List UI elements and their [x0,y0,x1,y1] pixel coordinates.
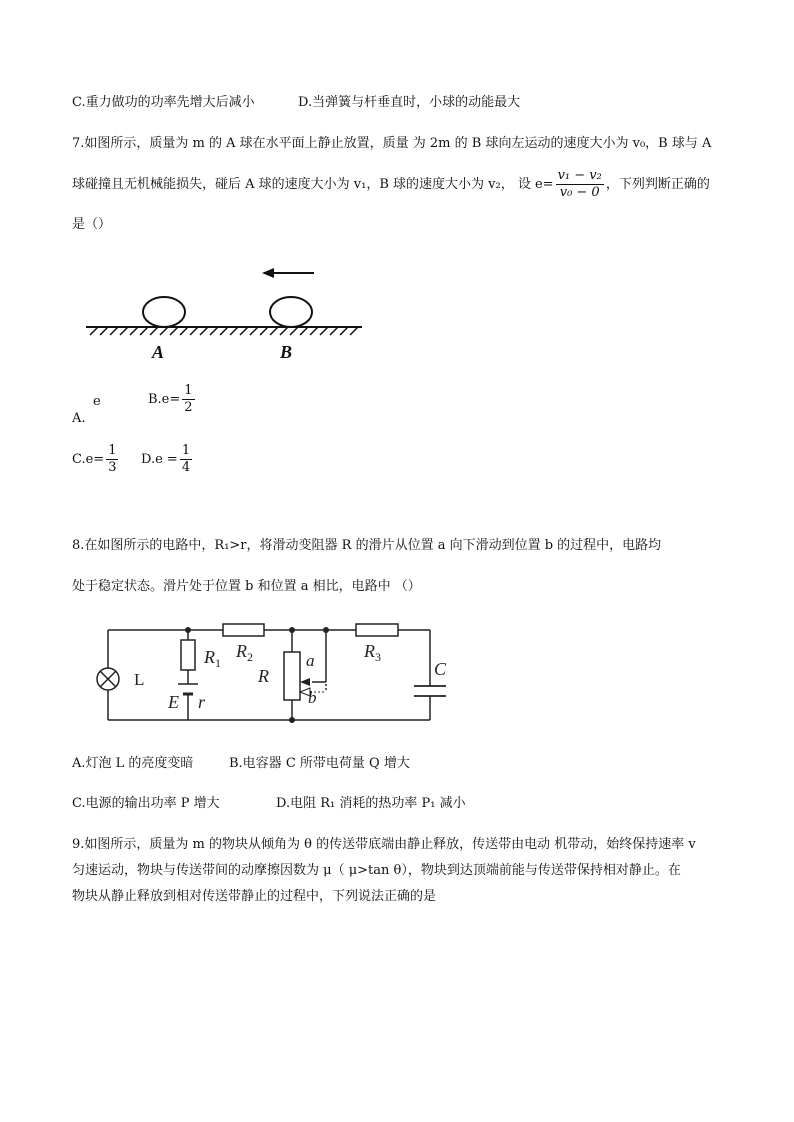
q7-option-b-fraction [182,383,194,416]
resistor-r3 [356,624,398,636]
q7-option-d-num: 1 [181,443,191,458]
label-r2 [235,641,253,664]
resistor-r2 [223,624,264,636]
q7-stem-line3: 是（） [72,217,112,232]
q7-stem-line2-post: ，下列判断正确的 [605,177,710,192]
capacitor-icon [414,686,446,696]
label-r3-main: R [364,641,375,661]
slider-arrow-a [300,678,310,686]
q7-e-denominator: v₀ − 0 [559,185,600,200]
ball-b [270,297,312,327]
q9-stem-line3: 物块从静止释放到相对传送带静止的过程中，下列说法正确的是 [72,889,437,904]
junction-dots [185,627,329,723]
label-r1-main: R [204,647,215,667]
q7-option-b-den: 2 [184,400,193,415]
q8-stem-line1: 8.在如图所示的电路中，R₁>r，将滑动变阻器 R 的滑片从位置 a 向下滑动到位置 b 的过程中，电路均 [72,538,662,553]
q7-option-d [141,440,194,480]
q7-e-numerator: v₁ − v₂ [557,168,602,183]
label-r2-main: R [236,641,247,661]
label-lamp: L [134,670,145,689]
ground-hatching [90,327,358,335]
label-capacitor: C [434,659,447,679]
label-a: a [306,651,315,670]
label-r1 [203,647,221,670]
q7-e-fraction [556,168,604,201]
q7-balls-figure [80,262,370,367]
velocity-arrow-head [262,268,274,278]
q7-stem-line1: 7.如图所示，质量为 m 的 A 球在水平面上静止放置，质量 为 2m 的 B 球向左运动的速度大小为 v₀，B 球与 A [72,136,712,151]
q8-option-c: C.电源的输出功率 P 增大 [72,796,220,811]
q7-option-b-label: B.e= [148,392,181,407]
q7-option-d-fraction [180,443,192,476]
q7-option-a-e: e [93,394,101,409]
lamp-icon [97,668,119,690]
label-r3 [363,641,381,664]
q7-option-c-num: 1 [108,443,117,458]
q7-option-c-label: C.e= [72,452,105,467]
label-internal-r: r [198,692,206,712]
q7-stem-line2 [72,166,710,204]
q6-option-c: C.重力做功的功率先增大后减小 [72,95,255,110]
battery-icon [178,684,198,694]
label-r3-sub: 3 [375,650,381,664]
label-b: B [280,342,293,362]
label-emf: E [168,692,179,712]
q7-option-c-fraction [106,443,118,476]
q9-stem-line1: 9.如图所示，质量为 m 的物块从倾角为 θ 的传送带底端由静止释放，传送带由电动 机带动，始终保持速率 v [72,837,696,852]
q7-stem-line2-pre: 球碰撞且无机械能损失，碰后 A 球的速度大小为 v₁，B 球的速度大小为 v₂， 设 e= [72,177,554,192]
q8-option-b: B.电容器 C 所带电荷量 Q 增大 [229,756,410,771]
q8-option-a: A.灯泡 L 的亮度变暗 [72,756,194,771]
label-b: b [308,688,317,707]
q7-option-b-num: 1 [184,383,193,398]
q9-stem-line2: 匀速运动，物块与传送带间的动摩擦因数为 μ（ μ>tan θ），物块到达顶端前能与传送带保持相对静止。在 [72,863,681,878]
q6-option-d: D.当弹簧与杆垂直时，小球的动能最大 [298,95,521,110]
resistor-r1 [181,640,195,670]
label-a: A [152,342,165,362]
q7-option-a: A. [72,411,86,426]
q8-option-d: D.电阻 R₁ 消耗的热功率 P₁ 减小 [276,796,466,811]
q7-option-d-label: D.e = [141,452,178,467]
q7-option-c-den: 3 [108,460,117,475]
label-r1-sub: 1 [215,656,221,670]
ball-a [143,297,185,327]
q8-circuit-diagram [88,618,458,728]
label-r2-sub: 2 [247,650,253,664]
q8-stem-line2: 处于稳定状态。滑片处于位置 b 和位置 a 相比，电路中 （） [72,579,421,594]
label-rheostat: R [258,666,269,686]
q7-option-c [72,440,120,480]
q7-option-d-den: 4 [181,460,191,475]
q7-option-b [148,380,197,420]
rheostat-r [284,652,300,700]
